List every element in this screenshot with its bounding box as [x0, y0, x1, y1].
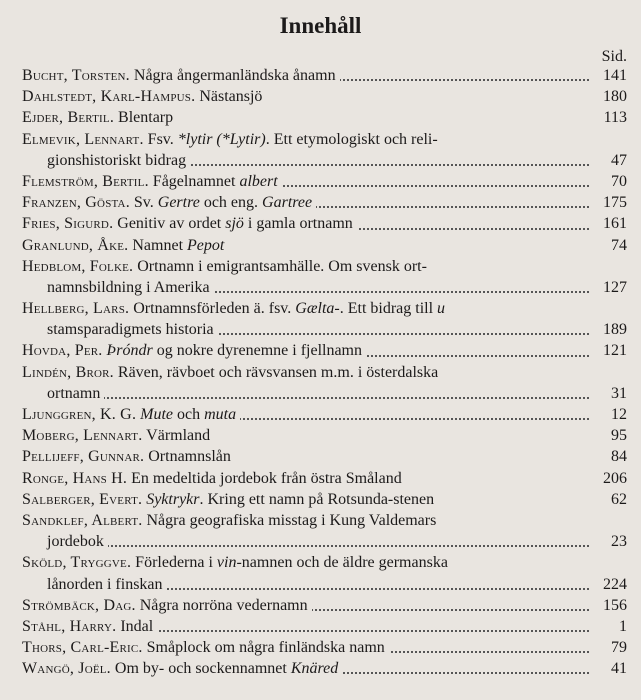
toc-line: [22, 340, 641, 361]
entry-title-italic: u: [437, 300, 446, 318]
entry-author: Wangö, Joël.: [22, 660, 111, 678]
toc-entry: [0, 595, 641, 616]
toc-line: [22, 256, 641, 277]
entry-title: Värmland: [146, 427, 211, 445]
entry-title-italic: albert: [239, 172, 278, 190]
toc-line: [22, 86, 641, 107]
toc-entry: [0, 129, 641, 171]
entry-author: Moberg, Lennart.: [22, 427, 143, 445]
entry-title-italic: Syktrykr: [146, 490, 200, 508]
toc-entry: [0, 107, 641, 128]
entry-title-italic: muta: [204, 406, 237, 423]
entry-author: Ljunggren, K. G.: [22, 406, 137, 423]
entry-author: Thors, Carl-Eric.: [22, 639, 143, 657]
entry-page: 206: [603, 469, 627, 487]
entry-title: Några ångermanländska ånamn: [133, 67, 336, 84]
entry-title: Genitiv av ordet: [117, 215, 222, 233]
entry-title: Fsv.: [147, 130, 174, 148]
toc-line: [22, 213, 641, 234]
entry-author: Hovda, Per.: [22, 342, 103, 360]
toc-line: [22, 489, 641, 510]
entry-page: 189: [603, 321, 627, 339]
entry-title: i gamla ortnamn: [243, 215, 353, 233]
toc-list: [0, 65, 641, 679]
toc-line: [22, 425, 641, 446]
entry-author: Hedblom, Folke.: [22, 257, 134, 275]
entry-title: Indal: [120, 617, 154, 635]
entry-page: 113: [603, 109, 627, 127]
entry-title: . Ett bidrag till: [339, 300, 434, 318]
entry-page: 141: [603, 67, 627, 84]
entry-title-italic: Þróndr: [106, 342, 153, 360]
entry-page: 12: [611, 406, 627, 423]
entry-title: och eng.: [199, 194, 259, 212]
entry-title: og nokre dyrenemne i fjellnamn: [152, 342, 362, 360]
toc-line-continuation: [22, 574, 641, 595]
entry-title: . Ett etymologiskt och reli-: [265, 130, 438, 148]
toc-line: [22, 658, 641, 679]
entry-author: Franzen, Gösta.: [22, 194, 130, 212]
entry-title-continuation: jordebok: [47, 533, 108, 550]
entry-title: -namnen och de äldre germanska: [236, 554, 448, 572]
entry-title: Blentarp: [118, 109, 174, 127]
entry-page: 121: [603, 342, 627, 360]
entry-author: Ronge, Hans H.: [22, 469, 128, 487]
toc-entry: [0, 192, 641, 213]
toc-entry: [0, 552, 641, 594]
toc-entry: [0, 658, 641, 679]
entry-author: Sandklef, Albert.: [22, 511, 143, 529]
entry-title: Ortnamn i emigrantsamhälle. Om svensk ort-: [137, 257, 427, 275]
toc-entry: [0, 468, 641, 489]
toc-entry: [0, 340, 641, 361]
entry-title-italic: Pepot: [187, 236, 225, 254]
toc-entry: [0, 425, 641, 446]
toc-line: [22, 129, 641, 150]
entry-page: 70: [611, 172, 627, 190]
entry-title: Ortnamnslån: [148, 448, 231, 466]
toc-entry: [0, 616, 641, 637]
entry-author: Granlund, Åke.: [22, 236, 129, 254]
entry-title-italic: vin: [216, 554, 237, 572]
entry-author: Pellijeff, Gunnar.: [22, 448, 145, 466]
entry-title-continuation: stamsparadigmets historia: [47, 321, 218, 338]
toc-line: [22, 552, 641, 573]
toc-line-continuation: [22, 277, 641, 298]
entry-author: Elmevik, Lennart.: [22, 130, 144, 148]
entry-author: Hellberg, Lars.: [22, 300, 130, 318]
entry-author: Sköld, Tryggve.: [22, 554, 132, 572]
entry-title-continuation: gionshistoriskt bidrag: [47, 152, 190, 169]
entry-author: Ståhl, Harry.: [22, 617, 117, 635]
toc-entry: [0, 235, 641, 256]
entry-title: En medeltida jordebok från östra Småland: [131, 469, 402, 487]
entry-title: Nästansjö: [199, 88, 263, 106]
entry-title-italic: Gertre: [157, 194, 200, 212]
entry-page: 156: [603, 596, 627, 614]
entry-page: 79: [611, 639, 627, 657]
entry-page: 84: [611, 448, 627, 466]
entry-title: Om by- och sockennamnet: [114, 660, 287, 678]
entry-title-italic: sjö: [225, 215, 244, 233]
toc-entry: [0, 298, 641, 340]
entry-author: Strömbäck, Dag.: [22, 596, 136, 614]
toc-line: [22, 298, 641, 319]
entry-title: Några geografiska misstag i Kung Valdemars: [146, 511, 437, 529]
entry-title-continuation: namnsbildning i Amerika: [47, 279, 214, 296]
toc-entry: [0, 404, 641, 425]
toc-line-continuation: [22, 319, 641, 340]
entry-author: Dahlstedt, Karl-Hampus.: [22, 88, 196, 106]
entry-page: 127: [603, 278, 627, 296]
toc-line: [22, 637, 641, 658]
toc-line: [22, 616, 641, 637]
toc-line-continuation: [22, 531, 641, 552]
entry-title: . Kring ett namn på Rotsunda-stenen: [199, 490, 435, 508]
page-column-header: Sid.: [601, 48, 627, 65]
toc-line: [22, 65, 641, 86]
entry-author: Salberger, Evert.: [22, 490, 143, 508]
toc-line: [22, 107, 641, 128]
entry-page: 1: [619, 617, 627, 635]
entry-title: Räven, rävboet och rävsvansen m.m. i österdalska: [117, 363, 439, 381]
entry-page: 180: [603, 88, 627, 106]
entry-title-italic: Gælta-: [295, 300, 340, 318]
toc-line: [22, 510, 641, 531]
entry-author: Ejder, Bertil.: [22, 109, 115, 127]
entry-title: Sv.: [133, 194, 154, 212]
entry-page: 95: [611, 427, 627, 445]
entry-title: Ortnamnsförleden ä. fsv.: [133, 300, 292, 318]
entry-title-italic: Mute: [140, 406, 174, 423]
entry-author: Fries, Sigurd.: [22, 215, 114, 233]
entry-page: 224: [603, 575, 627, 593]
entry-page: 161: [603, 215, 627, 233]
page-title: Innehåll: [279, 13, 362, 38]
entry-title-continuation: lånorden i finskan: [47, 576, 167, 593]
toc-line: [22, 362, 641, 383]
toc-line: [22, 171, 641, 192]
entry-title: och: [173, 406, 205, 423]
entry-page: 31: [611, 384, 627, 402]
toc-entry: [0, 213, 641, 234]
toc-entry: [0, 362, 641, 404]
toc-line-continuation: [22, 383, 641, 404]
toc-line: [22, 468, 641, 489]
toc-entry: [0, 256, 641, 298]
toc-entry: [0, 510, 641, 552]
entry-author: Flemström, Bertil.: [22, 172, 149, 190]
toc-entry: [0, 637, 641, 658]
entry-title: Några norröna vedernamn: [139, 596, 308, 614]
entry-page: 41: [611, 660, 627, 678]
entry-title: Namnet: [132, 236, 184, 254]
toc-entry: [0, 489, 641, 510]
entry-author: Bucht, Torsten.: [22, 67, 130, 84]
toc-line: [22, 446, 641, 467]
entry-title: Fågelnamnet: [152, 172, 236, 190]
entry-title-italic: Knäred: [290, 660, 339, 678]
toc-entry: [0, 446, 641, 467]
toc-line-continuation: [22, 150, 641, 171]
entry-title-continuation: ortnamn: [47, 385, 104, 402]
entry-page: 175: [603, 194, 627, 212]
entry-author: Lindén, Bror.: [22, 363, 114, 381]
entry-title: Småplock om några finländska namn: [146, 639, 385, 657]
entry-page: 74: [611, 236, 627, 254]
entry-page: 62: [611, 490, 627, 508]
entry-page: 47: [611, 151, 627, 169]
toc-line: [22, 595, 641, 616]
entry-title-italic: Gartree: [262, 194, 313, 212]
entry-page: 23: [611, 533, 627, 551]
toc-line: [22, 235, 641, 256]
toc-line: [22, 192, 641, 213]
entry-title-italic: *lytir (*Lytir): [177, 130, 266, 148]
toc-entry: [0, 65, 641, 86]
toc-entry: [0, 171, 641, 192]
toc-entry: [0, 86, 641, 107]
toc-line: [22, 404, 641, 425]
entry-title: Förlederna i: [135, 554, 213, 572]
